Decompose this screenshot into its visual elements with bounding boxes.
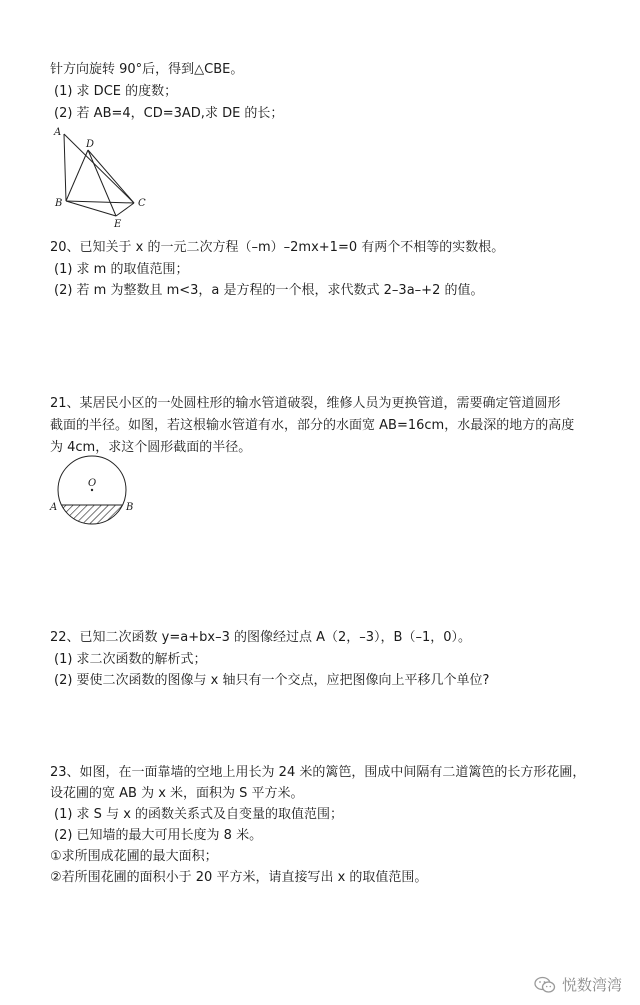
watermark-text: 悦数湾湾 <box>561 976 622 994</box>
q23-sub1: ①求所围成花圃的最大面积； <box>50 849 218 864</box>
q21-label-b: B <box>126 502 134 513</box>
q22-stem: 22、已知二次函数 y=a+bx–3 的图像经过点 A（2，–3），B（–1，0）。 <box>50 630 471 645</box>
q19-label-d: D <box>86 139 95 150</box>
q23-part2: (2) 已知墙的最大可用长度为 8 米。 <box>54 828 263 843</box>
q21-label-o: O <box>88 478 97 489</box>
q22-part1: (1) 求二次函数的解析式； <box>54 652 207 667</box>
q20-part2: (2) 若 m 为整数且 m<3，a 是方程的一个根，求代数式 2–3a–+2 的值。 <box>54 283 484 298</box>
q19-figure <box>52 126 162 230</box>
q21-line1: 21、某居民小区的一处圆柱形的输水管道破裂，维修人员为更换管道，需要确定管道圆形 <box>50 396 561 411</box>
q19-label-e: E <box>114 219 122 230</box>
q19-label-c: C <box>138 198 146 209</box>
q21-label-a: A <box>50 502 58 513</box>
q23-part1: (1) 求 S 与 x 的函数关系式及自变量的取值范围； <box>54 807 344 822</box>
wechat-icon <box>534 976 556 994</box>
q21-line3: 为 4cm，求这个圆形截面的半径。 <box>50 440 252 455</box>
q21-figure <box>48 452 140 532</box>
q19-label-a: A <box>54 127 62 138</box>
q23-sub2: ②若所围花圃的面积小于 20 平方米，请直接写出 x 的取值范围。 <box>50 870 428 885</box>
q23-line1: 23、如图，在一面靠墙的空地上用长为 24 米的篱笆，围成中间隔有二道篱笆的长方形花圃， <box>50 765 586 780</box>
q19-line1: 针方向旋转 90°后，得到△CBE。 <box>50 62 244 77</box>
q19-part2: (2) 若 AB=4，CD=3AD,求 DE 的长； <box>54 106 284 121</box>
watermark <box>534 974 622 995</box>
q19-part1: (1) 求 DCE 的度数； <box>54 84 178 99</box>
q20-stem: 20、已知关于 x 的一元二次方程（–m）–2mx+1=0 有两个不相等的实数根。 <box>50 240 505 255</box>
q19-label-b: B <box>55 198 63 209</box>
q21-line2: 截面的半径。如图，若这根输水管道有水，部分的水面宽 AB=16cm，水最深的地方的高度 <box>50 418 575 433</box>
q23-line2: 设花圃的宽 AB 为 x 米，面积为 S 平方米。 <box>50 786 304 801</box>
q22-part2: (2) 要使二次函数的图像与 x 轴只有一个交点，应把图像向上平移几个单位? <box>54 673 490 688</box>
q20-part1: (1) 求 m 的取值范围； <box>54 262 189 277</box>
